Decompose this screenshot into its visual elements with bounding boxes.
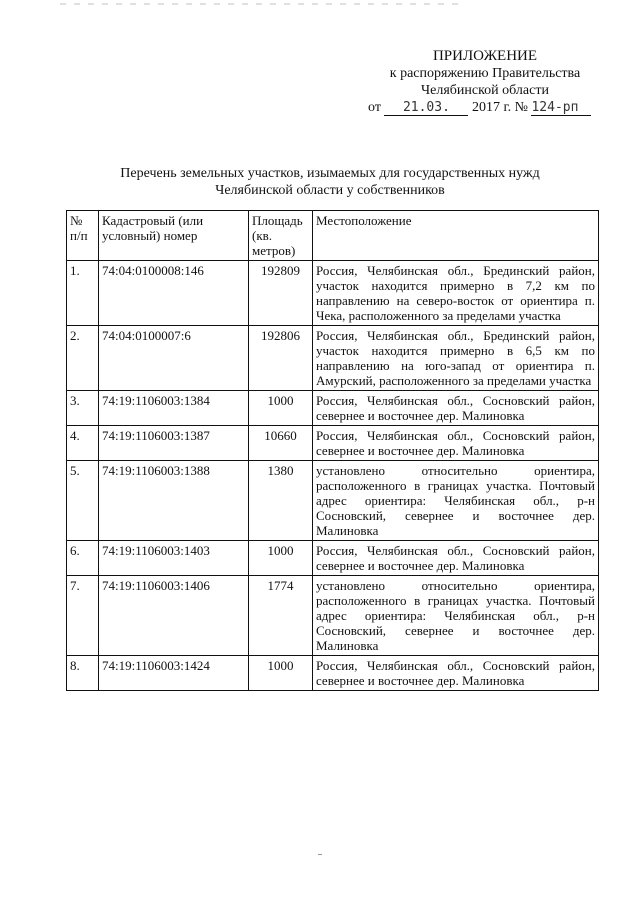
appendix-title: ПРИЛОЖЕНИЕ bbox=[432, 48, 538, 64]
table-row bbox=[67, 426, 599, 461]
row-location: Россия, Челябинская обл., Брединский район, участок находится примерно в 6,5 км по направлению на юго-запад от ориентира п. Амурский, расположенного за пределами участка bbox=[313, 326, 599, 391]
order-date-handwritten: 21.03. bbox=[402, 100, 450, 115]
scan-dot bbox=[318, 854, 322, 855]
order-year: 2017 г. № bbox=[471, 100, 528, 115]
row-location: установлено относительно ориентира, расположенного в границах участка. Почтовый адрес ориентира: Челябинская обл., р-н Сосновский, севернее и восточнее дер. Малиновка bbox=[313, 576, 599, 656]
header-cadastral: Кадастровый (или условный) номер bbox=[99, 211, 249, 261]
table-row bbox=[67, 326, 599, 391]
table-row bbox=[67, 656, 599, 691]
row-num: 4. bbox=[67, 426, 99, 461]
appendix-header bbox=[360, 48, 610, 116]
row-num: 8. bbox=[67, 656, 99, 691]
row-area: 1000 bbox=[249, 656, 313, 691]
document-title bbox=[60, 165, 600, 199]
appendix-line-2: Челябинской области bbox=[421, 83, 549, 98]
row-cadastral: 74:19:1106003:1406 bbox=[99, 576, 249, 656]
row-cadastral: 74:04:0100007:6 bbox=[99, 326, 249, 391]
row-num: 7. bbox=[67, 576, 99, 656]
scan-artifact bbox=[60, 3, 460, 5]
row-cadastral: 74:19:1106003:1424 bbox=[99, 656, 249, 691]
document-title-line-1: Перечень земельных участков, изымаемых для государственных нужд bbox=[120, 166, 540, 181]
row-area: 10660 bbox=[249, 426, 313, 461]
row-location: Россия, Челябинская обл., Сосновский район, севернее и восточнее дер. Малиновка bbox=[313, 391, 599, 426]
row-cadastral: 74:19:1106003:1403 bbox=[99, 541, 249, 576]
header-num: № п/п bbox=[67, 211, 99, 261]
appendix-line-1: к распоряжению Правительства bbox=[389, 66, 581, 81]
from-label: от bbox=[368, 100, 381, 115]
table-row bbox=[67, 541, 599, 576]
row-num: 2. bbox=[67, 326, 99, 391]
header-location: Местоположение bbox=[313, 211, 599, 261]
row-location: Россия, Челябинская обл., Брединский район, участок находится примерно в 7,2 км по направлению на северо-восток от ориентира п. Чека, расположенного за пределами участка bbox=[313, 261, 599, 326]
row-num: 6. bbox=[67, 541, 99, 576]
row-location: Россия, Челябинская обл., Сосновский район, севернее и восточнее дер. Малиновка bbox=[313, 656, 599, 691]
row-location: Россия, Челябинская обл., Сосновский район, севернее и восточнее дер. Малиновка bbox=[313, 541, 599, 576]
row-cadastral: 74:19:1106003:1384 bbox=[99, 391, 249, 426]
row-area: 1000 bbox=[249, 541, 313, 576]
row-cadastral: 74:04:0100008:146 bbox=[99, 261, 249, 326]
table-row bbox=[67, 391, 599, 426]
row-num: 5. bbox=[67, 461, 99, 541]
document-title-line-2: Челябинской области у собственников bbox=[215, 183, 445, 198]
order-reference bbox=[368, 99, 610, 116]
row-location: установлено относительно ориентира, расположенного в границах участка. Почтовый адрес ориентира: Челябинская обл., р-н Сосновский, севернее и восточнее дер. Малиновка bbox=[313, 461, 599, 541]
table-row bbox=[67, 576, 599, 656]
row-area: 1000 bbox=[249, 391, 313, 426]
table-header-row bbox=[67, 211, 599, 261]
row-cadastral: 74:19:1106003:1388 bbox=[99, 461, 249, 541]
order-date bbox=[384, 100, 468, 116]
table-row bbox=[67, 261, 599, 326]
row-location: Россия, Челябинская обл., Сосновский район, севернее и восточнее дер. Малиновка bbox=[313, 426, 599, 461]
row-cadastral: 74:19:1106003:1387 bbox=[99, 426, 249, 461]
table-row bbox=[67, 461, 599, 541]
header-area: Площадь (кв. метров) bbox=[249, 211, 313, 261]
row-area: 192809 bbox=[249, 261, 313, 326]
row-num: 3. bbox=[67, 391, 99, 426]
row-area: 192806 bbox=[249, 326, 313, 391]
order-number bbox=[531, 100, 591, 116]
row-area: 1774 bbox=[249, 576, 313, 656]
row-num: 1. bbox=[67, 261, 99, 326]
order-number-handwritten: 124-рп bbox=[531, 100, 579, 115]
row-area: 1380 bbox=[249, 461, 313, 541]
parcels-table bbox=[66, 210, 599, 691]
